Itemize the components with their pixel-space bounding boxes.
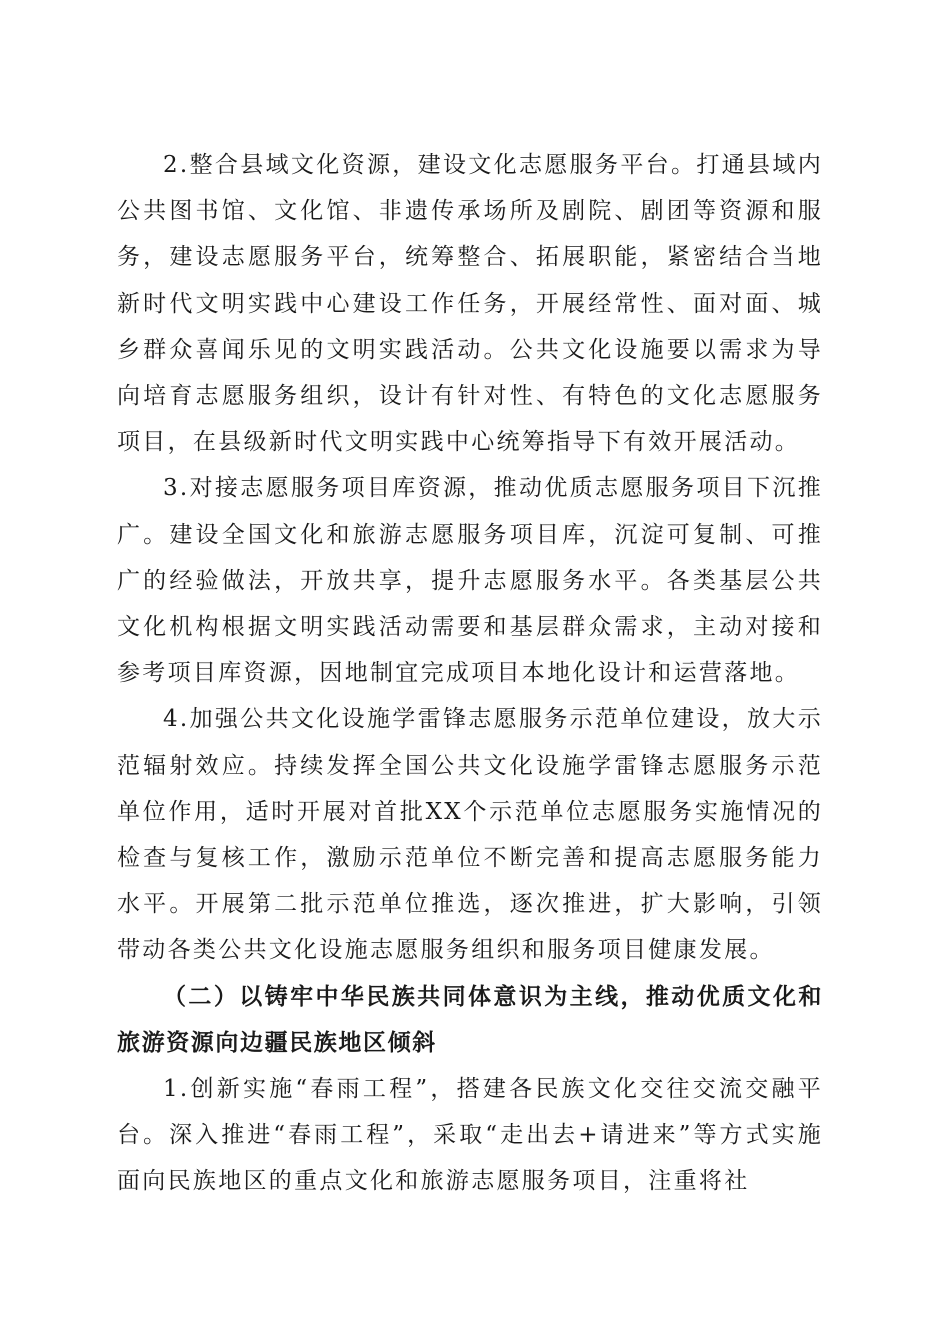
paragraph-item-1: 1.创新实施“春雨工程”，搭建各民族文化交往交流交融平台。深入推进“春雨工程”，采取“走出去+请进来”等方式实施面向民族地区的重点文化和旅游志愿服务项目，注重将社 bbox=[117, 1076, 823, 1195]
paragraph-item-4: 4.加强公共文化设施学雷锋志愿服务示范单位建设，放大示范辐射效应。持续发挥全国公共文化设施学雷锋志愿服务示范单位作用，适时开展对首批XX个示范单位志愿服务实施情况的检查与复核工作，激励示范单位不断完善和提高志愿服务能力水平。开展第二批示范单位推选，逐次推进，扩大影响，引领带动各类公共文化设施志愿服务组织和服务项目健康发展。 bbox=[117, 706, 823, 964]
section-heading: （二）以铸牢中华民族共同体意识为主线，推动优质文化和旅游资源向边疆民族地区倾斜 bbox=[117, 982, 823, 1056]
paragraph-item-3: 3.对接志愿服务项目库资源，推动优质志愿服务项目下沉推广。建设全国文化和旅游志愿服务项目库，沉淀可复制、可推广的经验做法，开放共享，提升志愿服务水平。各类基层公共文化机构根据文明实践活动需要和基层群众需求，主动对接和参考项目库资源，因地制宜完成项目本地化设计和运营落地。 bbox=[117, 475, 823, 687]
paragraph-item-2: 2.整合县域文化资源，建设文化志愿服务平台。打通县域内公共图书馆、文化馆、非遗传承场所及剧院、剧团等资源和服务，建设志愿服务平台，统筹整合、拓展职能，紧密结合当地新时代文明实践中心建设工作任务，开展经常性、面对面、城乡群众喜闻乐见的文明实践活动。公共文化设施要以需求为导向培育志愿服务组织，设计有针对性、有特色的文化志愿服务项目，在县级新时代文明实践中心统筹指导下有效开展活动。 bbox=[117, 152, 823, 456]
document-page bbox=[117, 142, 823, 1205]
